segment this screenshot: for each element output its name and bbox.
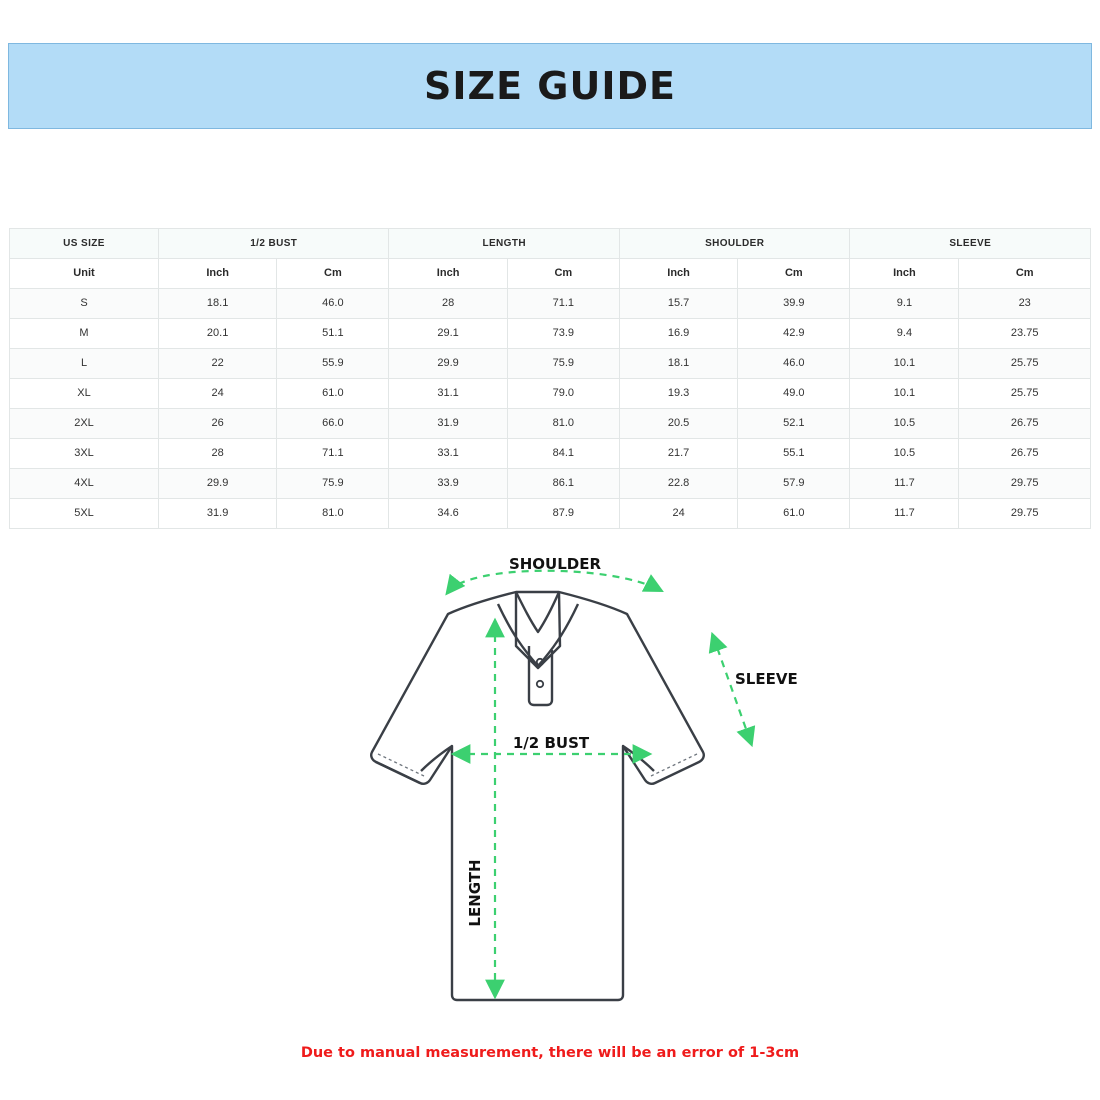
table-row bbox=[10, 409, 1091, 439]
cell-shoulder-inch: 20.5 bbox=[619, 409, 737, 439]
size-guide-banner bbox=[8, 43, 1092, 129]
cell-shoulder-cm: 46.0 bbox=[738, 349, 850, 379]
button-icon bbox=[537, 681, 543, 687]
cell-bust-inch: 22 bbox=[159, 349, 277, 379]
cell-size: 4XL bbox=[10, 469, 159, 499]
cell-length-cm: 86.1 bbox=[507, 469, 619, 499]
table-row bbox=[10, 439, 1091, 469]
cell-length-inch: 31.9 bbox=[389, 409, 507, 439]
group-header-us-size: US SIZE bbox=[10, 229, 159, 259]
table-group-header-row bbox=[10, 229, 1091, 259]
cell-sleeve-inch: 10.5 bbox=[850, 409, 959, 439]
table-row bbox=[10, 349, 1091, 379]
cell-size: S bbox=[10, 289, 159, 319]
cell-sleeve-cm: 26.75 bbox=[959, 439, 1091, 469]
label-sleeve: SLEEVE bbox=[735, 670, 798, 688]
cell-shoulder-cm: 42.9 bbox=[738, 319, 850, 349]
cell-size: L bbox=[10, 349, 159, 379]
unit-header-sleeve-cm: Cm bbox=[959, 259, 1091, 289]
unit-header-unit: Unit bbox=[10, 259, 159, 289]
unit-header-shoulder-inch: Inch bbox=[619, 259, 737, 289]
cell-sleeve-cm: 29.75 bbox=[959, 469, 1091, 499]
table-unit-header-row bbox=[10, 259, 1091, 289]
cell-shoulder-cm: 55.1 bbox=[738, 439, 850, 469]
unit-header-bust-cm: Cm bbox=[277, 259, 389, 289]
cell-bust-cm: 61.0 bbox=[277, 379, 389, 409]
size-table-container bbox=[9, 228, 1091, 529]
cell-length-cm: 81.0 bbox=[507, 409, 619, 439]
cell-shoulder-inch: 21.7 bbox=[619, 439, 737, 469]
cell-bust-cm: 71.1 bbox=[277, 439, 389, 469]
cell-length-inch: 29.9 bbox=[389, 349, 507, 379]
cell-bust-inch: 18.1 bbox=[159, 289, 277, 319]
unit-header-length-inch: Inch bbox=[389, 259, 507, 289]
cell-size: M bbox=[10, 319, 159, 349]
table-row bbox=[10, 289, 1091, 319]
cell-sleeve-inch: 11.7 bbox=[850, 469, 959, 499]
cell-bust-inch: 29.9 bbox=[159, 469, 277, 499]
unit-header-sleeve-inch: Inch bbox=[850, 259, 959, 289]
cell-shoulder-cm: 39.9 bbox=[738, 289, 850, 319]
cell-shoulder-inch: 19.3 bbox=[619, 379, 737, 409]
cell-sleeve-inch: 11.7 bbox=[850, 499, 959, 529]
cell-length-inch: 28 bbox=[389, 289, 507, 319]
label-bust: 1/2 BUST bbox=[512, 734, 590, 752]
table-row bbox=[10, 319, 1091, 349]
cell-sleeve-inch: 10.1 bbox=[850, 379, 959, 409]
cell-shoulder-cm: 52.1 bbox=[738, 409, 850, 439]
cell-bust-inch: 24 bbox=[159, 379, 277, 409]
cell-bust-cm: 75.9 bbox=[277, 469, 389, 499]
group-header-length: LENGTH bbox=[389, 229, 619, 259]
cell-shoulder-inch: 15.7 bbox=[619, 289, 737, 319]
label-shoulder: SHOULDER bbox=[508, 555, 602, 573]
cell-length-cm: 75.9 bbox=[507, 349, 619, 379]
cell-length-cm: 87.9 bbox=[507, 499, 619, 529]
cell-sleeve-cm: 23.75 bbox=[959, 319, 1091, 349]
table-row bbox=[10, 469, 1091, 499]
group-header-bust: 1/2 BUST bbox=[159, 229, 389, 259]
cell-bust-inch: 26 bbox=[159, 409, 277, 439]
cell-bust-cm: 81.0 bbox=[277, 499, 389, 529]
cell-size: 2XL bbox=[10, 409, 159, 439]
table-body bbox=[10, 289, 1091, 529]
group-header-sleeve: SLEEVE bbox=[850, 229, 1091, 259]
unit-header-bust-inch: Inch bbox=[159, 259, 277, 289]
table-row bbox=[10, 379, 1091, 409]
cell-shoulder-cm: 49.0 bbox=[738, 379, 850, 409]
cell-length-inch: 29.1 bbox=[389, 319, 507, 349]
cell-length-inch: 34.6 bbox=[389, 499, 507, 529]
cell-shoulder-inch: 22.8 bbox=[619, 469, 737, 499]
cell-sleeve-cm: 29.75 bbox=[959, 499, 1091, 529]
cell-size: 5XL bbox=[10, 499, 159, 529]
table-head bbox=[10, 229, 1091, 289]
cell-bust-cm: 66.0 bbox=[277, 409, 389, 439]
unit-header-shoulder-cm: Cm bbox=[738, 259, 850, 289]
cell-sleeve-inch: 10.5 bbox=[850, 439, 959, 469]
cell-length-cm: 73.9 bbox=[507, 319, 619, 349]
cell-shoulder-cm: 57.9 bbox=[738, 469, 850, 499]
polo-shirt-illustration bbox=[371, 592, 704, 1000]
size-table bbox=[9, 228, 1091, 529]
cell-length-cm: 79.0 bbox=[507, 379, 619, 409]
cell-size: 3XL bbox=[10, 439, 159, 469]
cell-bust-inch: 28 bbox=[159, 439, 277, 469]
unit-header-length-cm: Cm bbox=[507, 259, 619, 289]
cell-bust-cm: 51.1 bbox=[277, 319, 389, 349]
cell-sleeve-cm: 26.75 bbox=[959, 409, 1091, 439]
cell-bust-cm: 46.0 bbox=[277, 289, 389, 319]
cell-length-inch: 33.1 bbox=[389, 439, 507, 469]
cell-sleeve-inch: 9.1 bbox=[850, 289, 959, 319]
cell-shoulder-inch: 18.1 bbox=[619, 349, 737, 379]
cell-length-inch: 33.9 bbox=[389, 469, 507, 499]
cell-shoulder-cm: 61.0 bbox=[738, 499, 850, 529]
cell-sleeve-inch: 9.4 bbox=[850, 319, 959, 349]
measurement-diagram bbox=[0, 540, 1100, 1050]
cell-length-cm: 71.1 bbox=[507, 289, 619, 319]
cell-length-cm: 84.1 bbox=[507, 439, 619, 469]
label-length: LENGTH bbox=[466, 859, 484, 927]
group-header-shoulder: SHOULDER bbox=[619, 229, 850, 259]
cell-bust-cm: 55.9 bbox=[277, 349, 389, 379]
cell-length-inch: 31.1 bbox=[389, 379, 507, 409]
cell-bust-inch: 31.9 bbox=[159, 499, 277, 529]
cell-sleeve-cm: 25.75 bbox=[959, 349, 1091, 379]
sleeve-measure-arrow bbox=[713, 636, 751, 743]
shoulder-measure-arrow bbox=[448, 571, 660, 592]
cell-shoulder-inch: 16.9 bbox=[619, 319, 737, 349]
cell-sleeve-inch: 10.1 bbox=[850, 349, 959, 379]
cell-bust-inch: 20.1 bbox=[159, 319, 277, 349]
cell-sleeve-cm: 25.75 bbox=[959, 379, 1091, 409]
cell-size: XL bbox=[10, 379, 159, 409]
cell-sleeve-cm: 23 bbox=[959, 289, 1091, 319]
cell-shoulder-inch: 24 bbox=[619, 499, 737, 529]
measurement-note: Due to manual measurement, there will be an error of 1-3cm bbox=[300, 1045, 800, 1061]
table-row bbox=[10, 499, 1091, 529]
page-title: SIZE GUIDE bbox=[424, 64, 676, 108]
